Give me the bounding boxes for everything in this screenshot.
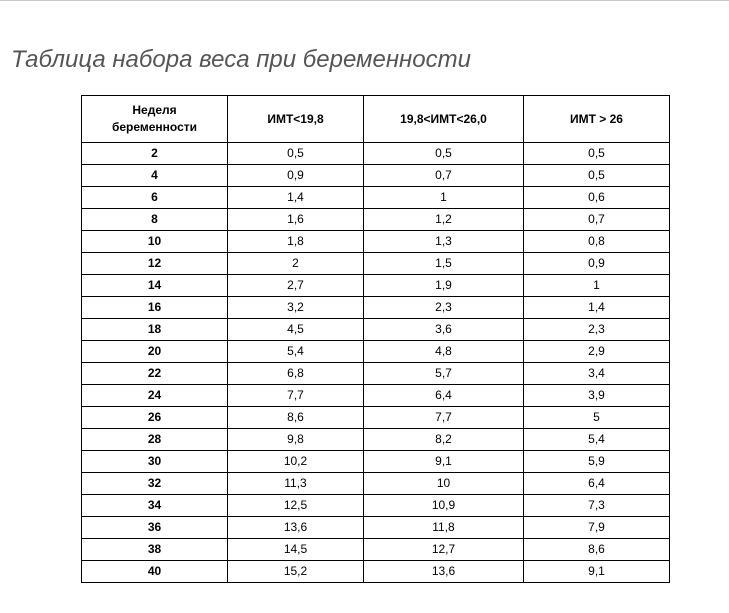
cell-week: 20: [82, 341, 228, 363]
cell-bmi-low: 1,4: [228, 187, 364, 209]
table-row: [82, 495, 670, 517]
cell-bmi-high: 1: [524, 275, 670, 297]
cell-week: 30: [82, 451, 228, 473]
header-week-line1: Неделя: [132, 103, 177, 117]
cell-bmi-normal: 1,2: [364, 209, 524, 231]
cell-bmi-normal: 13,6: [364, 561, 524, 583]
cell-bmi-normal: 1: [364, 187, 524, 209]
cell-bmi-normal: 11,8: [364, 517, 524, 539]
header-bmi-high: ИМТ > 26: [524, 96, 670, 143]
cell-bmi-normal: 3,6: [364, 319, 524, 341]
cell-bmi-low: 1,8: [228, 231, 364, 253]
cell-bmi-low: 6,8: [228, 363, 364, 385]
cell-bmi-high: 2,3: [524, 319, 670, 341]
cell-bmi-high: 7,3: [524, 495, 670, 517]
cell-week: 8: [82, 209, 228, 231]
cell-bmi-low: 10,2: [228, 451, 364, 473]
cell-bmi-low: 0,5: [228, 143, 364, 165]
cell-week: 38: [82, 539, 228, 561]
cell-bmi-low: 2: [228, 253, 364, 275]
cell-bmi-normal: 5,7: [364, 363, 524, 385]
cell-bmi-high: 2,9: [524, 341, 670, 363]
cell-bmi-low: 9,8: [228, 429, 364, 451]
cell-bmi-low: 14,5: [228, 539, 364, 561]
table-row: [82, 297, 670, 319]
cell-bmi-normal: 9,1: [364, 451, 524, 473]
cell-bmi-high: 5: [524, 407, 670, 429]
cell-bmi-low: 1,6: [228, 209, 364, 231]
cell-bmi-low: 4,5: [228, 319, 364, 341]
cell-bmi-low: 11,3: [228, 473, 364, 495]
cell-bmi-normal: 8,2: [364, 429, 524, 451]
cell-bmi-high: 0,6: [524, 187, 670, 209]
table-row: [82, 517, 670, 539]
cell-bmi-normal: 6,4: [364, 385, 524, 407]
top-divider: [0, 0, 729, 1]
cell-bmi-low: 0,9: [228, 165, 364, 187]
cell-bmi-low: 7,7: [228, 385, 364, 407]
table-row: [82, 209, 670, 231]
cell-bmi-normal: 10,9: [364, 495, 524, 517]
cell-bmi-low: 5,4: [228, 341, 364, 363]
cell-bmi-high: 0,7: [524, 209, 670, 231]
table-row: [82, 165, 670, 187]
cell-bmi-high: 0,8: [524, 231, 670, 253]
cell-bmi-low: 8,6: [228, 407, 364, 429]
cell-bmi-high: 1,4: [524, 297, 670, 319]
cell-bmi-normal: 12,7: [364, 539, 524, 561]
header-bmi-normal: 19,8<ИМТ<26,0: [364, 96, 524, 143]
table-row: [82, 451, 670, 473]
cell-bmi-low: 2,7: [228, 275, 364, 297]
cell-bmi-normal: 7,7: [364, 407, 524, 429]
table-row: [82, 143, 670, 165]
cell-bmi-high: 3,4: [524, 363, 670, 385]
cell-bmi-low: 15,2: [228, 561, 364, 583]
table-row: [82, 473, 670, 495]
cell-week: 12: [82, 253, 228, 275]
cell-week: 26: [82, 407, 228, 429]
cell-bmi-normal: 0,7: [364, 165, 524, 187]
cell-bmi-high: 7,9: [524, 517, 670, 539]
table-row: [82, 385, 670, 407]
table-row: [82, 407, 670, 429]
cell-week: 2: [82, 143, 228, 165]
cell-bmi-high: 3,9: [524, 385, 670, 407]
header-bmi-low: ИМТ<19,8: [228, 96, 364, 143]
table-row: [82, 231, 670, 253]
header-week: [82, 96, 228, 143]
cell-bmi-high: 8,6: [524, 539, 670, 561]
cell-bmi-high: 0,5: [524, 165, 670, 187]
cell-bmi-high: 6,4: [524, 473, 670, 495]
cell-bmi-normal: 1,3: [364, 231, 524, 253]
cell-bmi-normal: 0,5: [364, 143, 524, 165]
cell-week: 6: [82, 187, 228, 209]
table-row: [82, 539, 670, 561]
cell-bmi-high: 9,1: [524, 561, 670, 583]
cell-bmi-normal: 4,8: [364, 341, 524, 363]
cell-bmi-high: 5,9: [524, 451, 670, 473]
cell-week: 14: [82, 275, 228, 297]
table-row: [82, 187, 670, 209]
table-row: [82, 253, 670, 275]
cell-bmi-low: 12,5: [228, 495, 364, 517]
cell-week: 36: [82, 517, 228, 539]
cell-week: 22: [82, 363, 228, 385]
cell-week: 18: [82, 319, 228, 341]
cell-bmi-high: 0,5: [524, 143, 670, 165]
table-body: [82, 143, 670, 583]
table-row: [82, 319, 670, 341]
cell-week: 24: [82, 385, 228, 407]
cell-week: 34: [82, 495, 228, 517]
weight-gain-table: [81, 95, 670, 583]
table-header-row: [82, 96, 670, 143]
cell-bmi-normal: 1,9: [364, 275, 524, 297]
cell-bmi-normal: 1,5: [364, 253, 524, 275]
cell-week: 10: [82, 231, 228, 253]
cell-week: 40: [82, 561, 228, 583]
table-row: [82, 561, 670, 583]
cell-bmi-low: 13,6: [228, 517, 364, 539]
table-row: [82, 429, 670, 451]
cell-bmi-low: 3,2: [228, 297, 364, 319]
cell-week: 4: [82, 165, 228, 187]
table-row: [82, 363, 670, 385]
header-week-line2: беременности: [111, 120, 198, 134]
cell-bmi-normal: 10: [364, 473, 524, 495]
cell-week: 16: [82, 297, 228, 319]
cell-bmi-normal: 2,3: [364, 297, 524, 319]
cell-bmi-high: 0,9: [524, 253, 670, 275]
cell-week: 32: [82, 473, 228, 495]
cell-week: 28: [82, 429, 228, 451]
page-title: Таблица набора веса при беременности: [11, 46, 471, 73]
cell-bmi-high: 5,4: [524, 429, 670, 451]
table-row: [82, 341, 670, 363]
table-row: [82, 275, 670, 297]
